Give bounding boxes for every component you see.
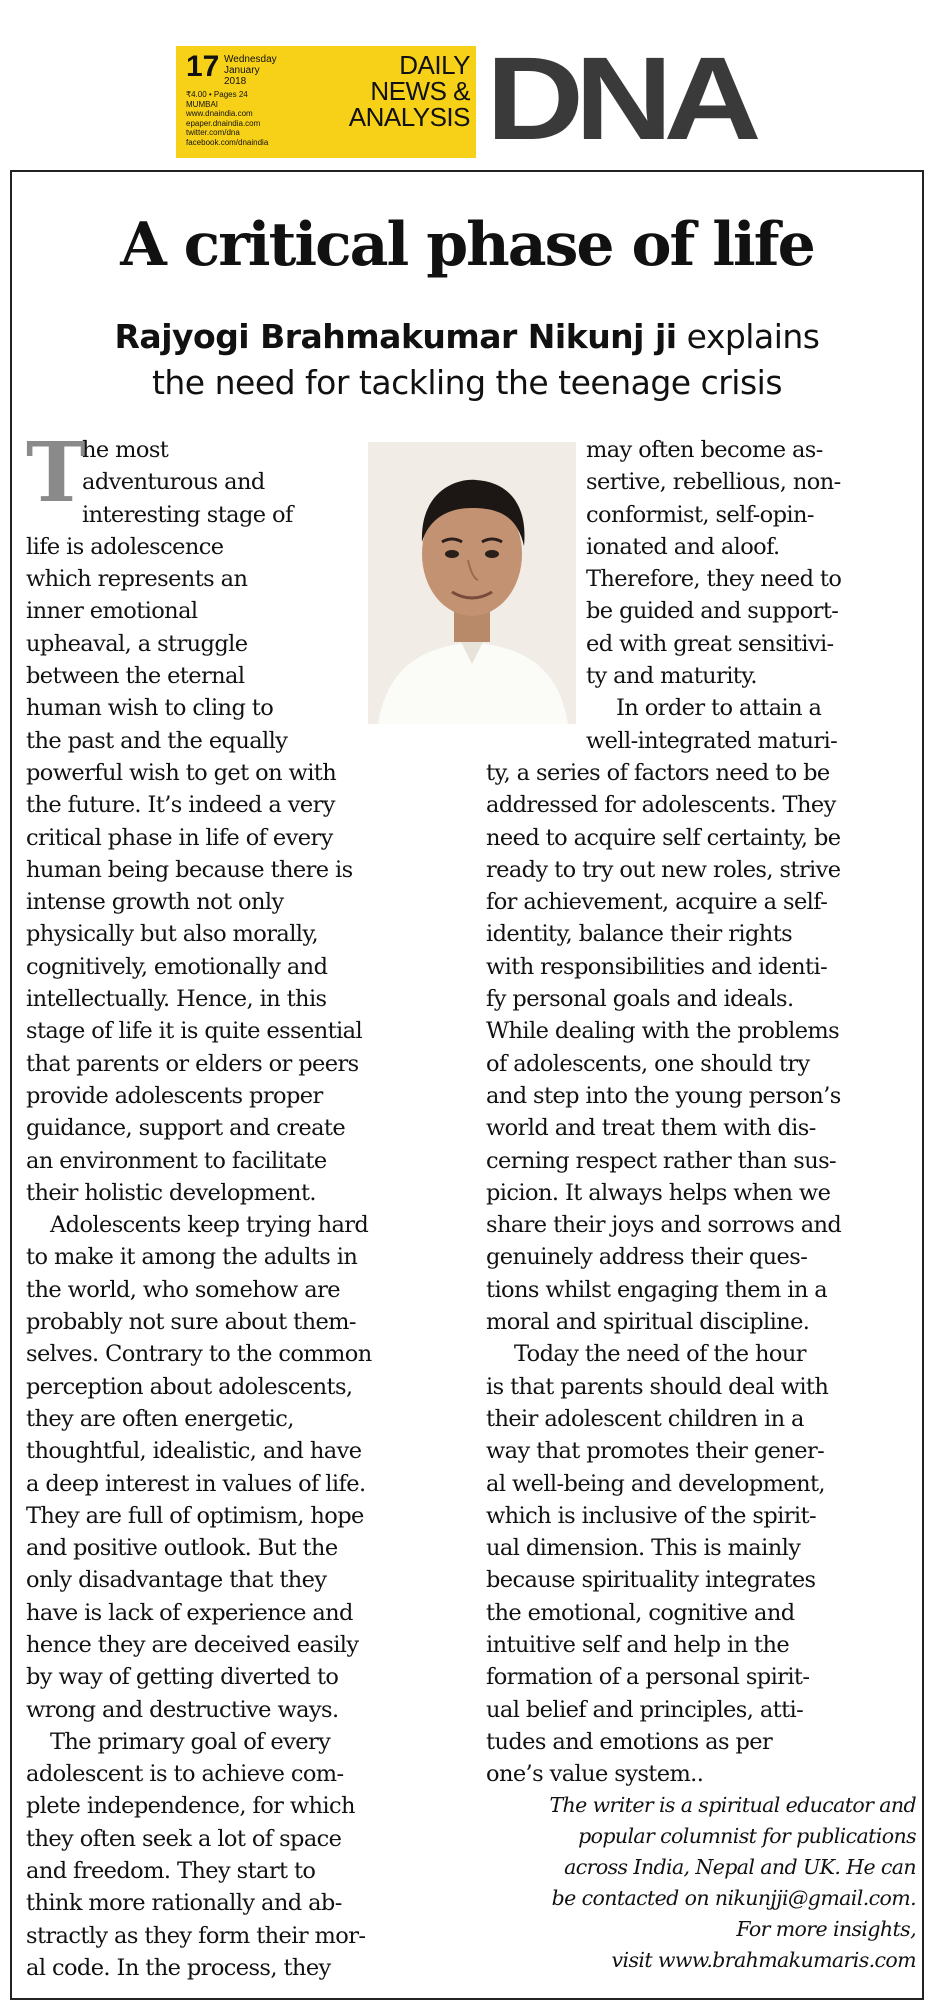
article-line: fy personal goals and ideals. [486,986,794,1013]
article-line: life is adolescence [26,533,224,560]
link-facebook: facebook.com/dnaindia [186,137,269,147]
article-line: moral and spiritual discipline. [486,1309,810,1336]
article-line: their adolescent children in a [486,1405,804,1432]
article-line: have is lack of experience and [26,1599,353,1626]
article-line: guidance, support and create [26,1115,346,1142]
article-line: ready to try out new roles, strive [486,856,841,883]
article-line: cognitively, emotionally and [26,953,328,980]
article-line: cerning respect rather than sus- [486,1147,837,1174]
article-line: the emotional, cognitive and [486,1599,795,1626]
article-line: perception about adolescents, [26,1373,353,1400]
article-line: the future. It’s indeed a very [26,792,335,819]
date-weekday: Wednesday [224,54,277,65]
article-line: and step into the young person’s [486,1082,841,1109]
subhead-line-1 [12,314,922,360]
link-epaper: epaper.dnaindia.com [186,118,261,128]
article-line: provide adolescents proper [26,1082,323,1109]
masthead-name [330,52,470,130]
article-line: and freedom. They start to [26,1858,316,1885]
article-line: Today the need of the hour [514,1341,806,1368]
article-line: think more rationally and ab- [26,1890,342,1917]
link-twitter: twitter.com/dna [186,128,240,137]
writer-bio-line: For more insights, [736,1917,916,1942]
article-line: upheaval, a struggle [26,630,248,657]
article-line: al code. In the process, they [26,1954,331,1981]
link-web: www.dnaindia.com [186,109,253,118]
article-line: sertive, rebellious, non- [586,469,841,496]
article-line: share their joys and sorrows and [486,1212,842,1239]
article-box [10,170,924,2000]
article-line: world and treat them with dis- [486,1115,816,1142]
article-line: that parents or elders or peers [26,1050,359,1077]
article-line: way that promotes their gener- [486,1438,825,1465]
article-line: ty, a series of factors need to be [486,759,830,786]
article-line: While dealing with the problems [486,1018,840,1045]
article-line: which is inclusive of the spirit- [486,1502,816,1529]
article-line: picion. It always helps when we [486,1179,831,1206]
article-line: between the eternal [26,663,245,690]
article-line: he most [82,437,169,463]
article-line: intuitive self and help in the [486,1631,790,1658]
subhead-author: Rajyogi Brahmakumar Nikunj ji [114,317,677,356]
article-line: physically but also morally, [26,921,319,948]
date-year: 2018 [224,76,247,87]
masthead [176,33,753,165]
date-month: January [224,65,260,76]
article-line: stractly as they form their mor- [26,1922,366,1949]
article-line: they often seek a lot of space [26,1825,342,1852]
masthead-name-line: DAILY [399,50,470,80]
article-line: because spirituality integrates [486,1567,816,1594]
article-line: the world, who somehow are [26,1276,340,1303]
article-line: they are often energetic, [26,1405,294,1432]
article-line: probably not sure about them- [26,1309,356,1336]
article-line: conformist, self-opin- [586,501,814,528]
article-line: critical phase in life of every [26,824,333,851]
article-line: the past and the equally [26,727,288,754]
article-line: addressed for adolescents. They [486,792,836,819]
article-line: interesting stage of [82,501,293,528]
date-number: 17 [186,50,220,83]
article-line: intellectually. Hence, in this [26,986,327,1013]
article-line: human wish to cling to [26,695,274,722]
price-pages: ₹4.00 • Pages 24 [186,90,248,99]
article-line: which represents an [26,566,248,593]
article-line: human being because there is [26,856,353,883]
article-line: inner emotional [26,598,198,625]
article-line: is that parents should deal with [486,1373,829,1400]
article-line: be guided and support- [586,598,839,625]
article-line: ual belief and principles, atti- [486,1696,804,1723]
article-line: powerful wish to get on with [26,759,337,786]
article-line: ed with great sensitivi- [586,630,834,657]
article-line: al well-being and development, [486,1470,825,1497]
dna-logo: DNA [486,33,753,165]
date-text [224,54,277,87]
article-line: an environment to facilitate [26,1147,327,1174]
article-line: thoughtful, idealistic, and have [26,1438,362,1465]
masthead-name-line: ANALYSIS [348,102,470,132]
article-line: may often become as- [586,437,823,463]
article-line: ty and maturity. [586,663,757,690]
subhead-line-2: the need for tackling the teenage crisis [151,363,783,402]
drop-cap: T [26,425,88,521]
article-line: a deep interest in values of life. [26,1470,366,1497]
writer-bio-line: be contacted on nikunjji@gmail.com. [551,1886,916,1911]
article-line: identity, balance their rights [486,921,793,948]
article-line: need to acquire self certainty, be [486,824,841,851]
column-left [26,425,466,1984]
article-line: plete independence, for which [26,1793,355,1820]
subhead-explains: explains [676,317,820,356]
article-line: well-integrated maturi- [586,727,838,754]
article-line: genuinely address their ques- [486,1244,808,1271]
article-line: tions whilst engaging them in a [486,1276,828,1303]
masthead-name-line: NEWS & [370,76,470,106]
article-line: adolescent is to achieve com- [26,1761,344,1788]
city: MUMBAI [186,99,218,109]
masthead-info [186,90,268,147]
article-line: their holistic development. [26,1179,316,1206]
masthead-date-panel [176,46,476,158]
article-line: only disadvantage that they [26,1567,327,1594]
article-line: stage of life it is quite essential [26,1018,363,1045]
subhead [12,314,922,406]
writer-bio-line: visit www.brahmakumaris.com [611,1948,916,1973]
article-line: with responsibilities and identi- [486,953,828,980]
article-line: Adolescents keep trying hard [50,1212,369,1239]
article-line: In order to attain a [616,695,822,722]
article-line: They are full of optimism, hope [26,1502,364,1529]
article-line: wrong and destructive ways. [26,1696,339,1723]
article-line: one’s value system.. [486,1761,704,1788]
article-line: to make it among the adults in [26,1244,358,1271]
article-line: selves. Contrary to the common [26,1341,372,1368]
article-line: by way of getting diverted to [26,1664,339,1691]
article-line: adventurous and [82,469,265,496]
article-line: Therefore, they need to [586,566,842,593]
writer-bio-line: The writer is a spiritual educator and [549,1793,916,1818]
article-line: and positive outlook. But the [26,1535,338,1562]
article-line: for achievement, acquire a self- [486,889,828,916]
article-line: of adolescents, one should try [486,1050,810,1077]
headline: A critical phase of life [120,210,814,280]
writer-bio-line: popular columnist for publications [578,1824,916,1849]
writer-bio-line: across India, Nepal and UK. He can [564,1855,916,1880]
article-line: ual dimension. This is mainly [486,1535,801,1562]
article-line: ionated and aloof. [586,533,780,560]
column-right [486,434,916,1976]
article-line: The primary goal of every [50,1728,331,1755]
article-line: hence they are deceived easily [26,1631,359,1658]
article-line: tudes and emotions as per [486,1728,773,1755]
article-line: formation of a personal spirit- [486,1664,810,1691]
article-line: intense growth not only [26,889,284,916]
